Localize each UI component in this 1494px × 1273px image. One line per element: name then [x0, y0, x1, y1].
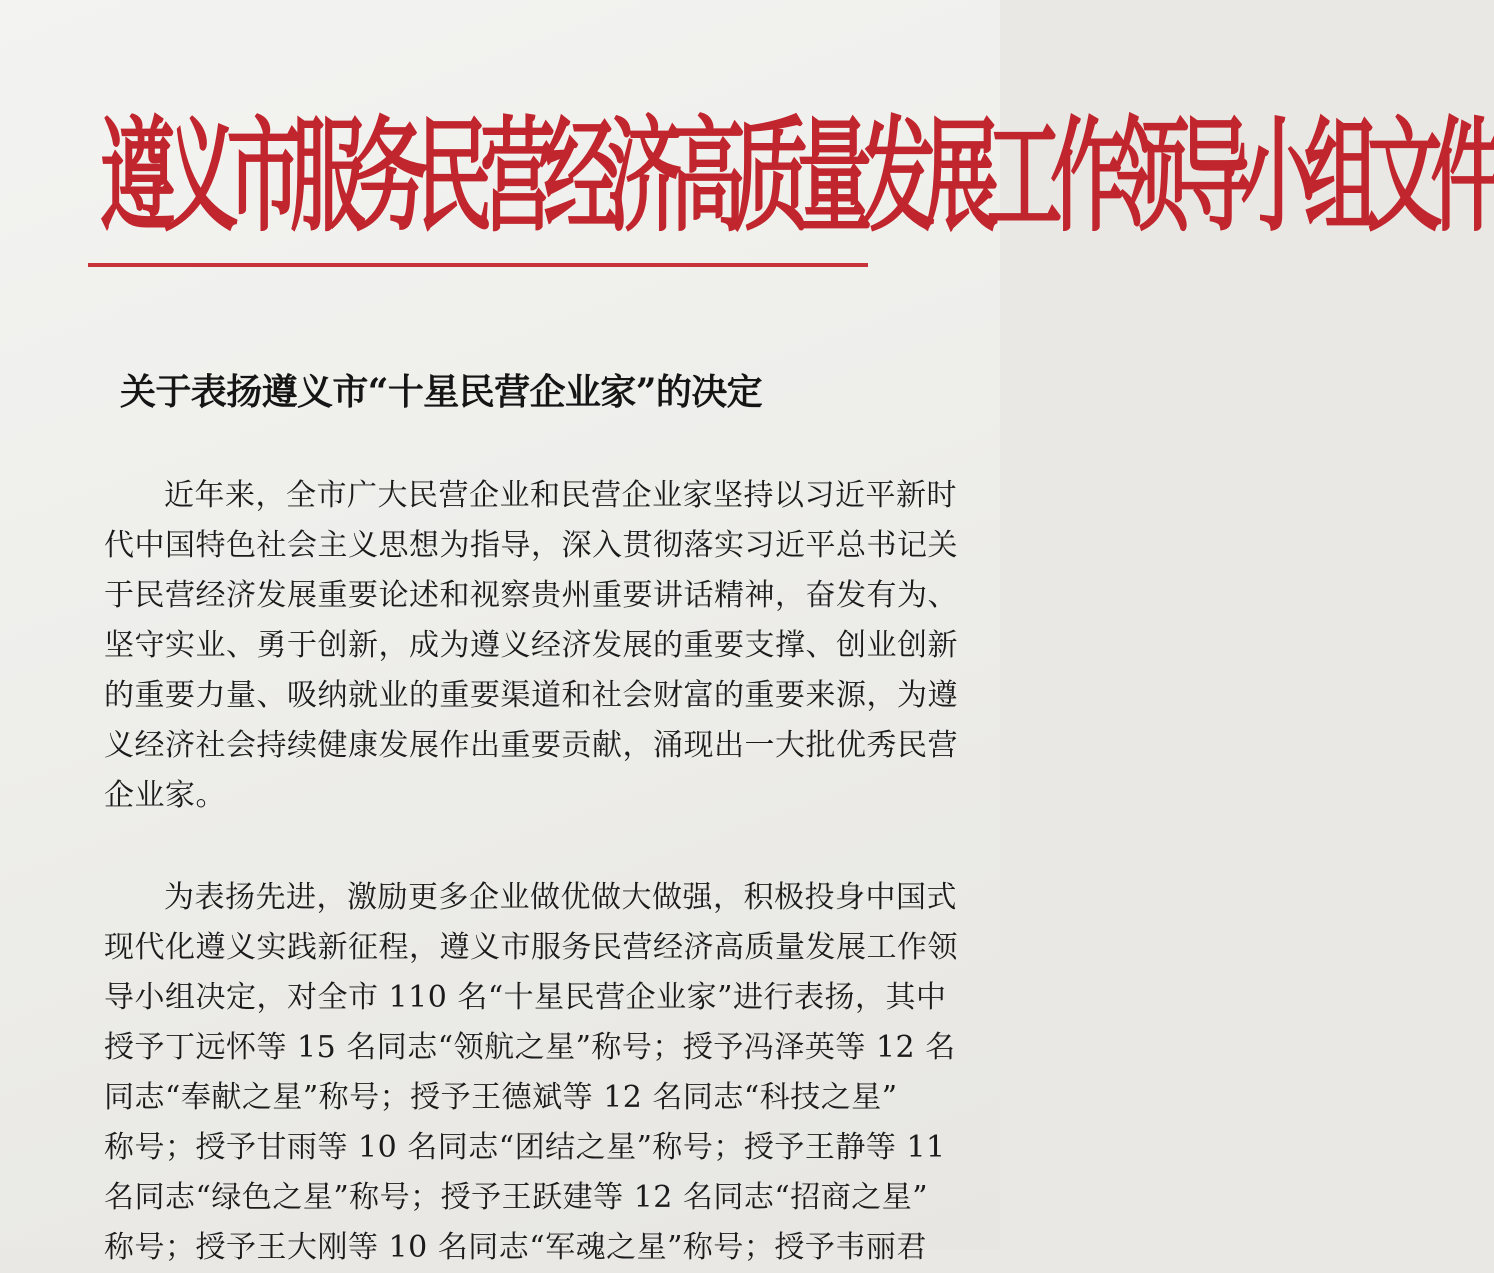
paragraph-line: 近年来，全市广大民营企业和民营企业家坚持以习近平新时	[164, 478, 957, 513]
paragraph-line: 的重要力量、吸纳就业的重要渠道和社会财富的重要来源，为遵	[104, 678, 958, 713]
paragraph-line: 为表扬先进，激励更多企业做优做大做强，积极投身中国式	[164, 880, 957, 915]
paragraph-line: 导小组决定，对全市 110 名“十星民营企业家”进行表扬，其中	[104, 980, 947, 1015]
paragraph-line: 义经济社会持续健康发展作出重要贡献，涌现出一大批优秀民营	[104, 728, 958, 763]
paragraph-line: 授予丁远怀等 15 名同志“领航之星”称号；授予冯泽英等 12 名	[104, 1030, 956, 1065]
paragraph-line: 代中国特色社会主义思想为指导，深入贯彻落实习近平总书记关	[104, 528, 958, 563]
paragraph-line: 同志“奉献之星”称号；授予王德斌等 12 名同志“科技之星”	[104, 1080, 898, 1115]
paragraph-line: 于民营经济发展重要论述和视察贵州重要讲话精神，奋发有为、	[104, 578, 958, 613]
paragraph-line: 现代化遵义实践新征程，遵义市服务民营经济高质量发展工作领	[104, 930, 958, 965]
paragraph-line: 坚守实业、勇于创新，成为遵义经济发展的重要支撑、创业创新	[104, 628, 958, 663]
paragraph-2	[104, 873, 958, 1273]
paragraph-line: 企业家。	[104, 778, 226, 813]
header-red-rule	[88, 263, 868, 267]
paragraph-1	[104, 471, 958, 821]
paragraph-gap	[104, 821, 904, 873]
document-title: 关于表扬遵义市“十星民营企业家”的决定	[120, 371, 763, 413]
paragraph-line: 名同志“绿色之星”称号；授予王跃建等 12 名同志“招商之星”	[104, 1180, 929, 1215]
paragraph-line: 称号；授予王大刚等 10 名同志“军魂之星”称号；授予韦丽君	[104, 1230, 927, 1265]
document-body	[104, 471, 958, 1273]
paragraph-line: 称号；授予甘雨等 10 名同志“团结之星”称号；授予王静等 11	[104, 1130, 946, 1165]
agency-header-title: 遵义市服务民营经济高质量发展工作领导小组文件	[100, 104, 1494, 249]
